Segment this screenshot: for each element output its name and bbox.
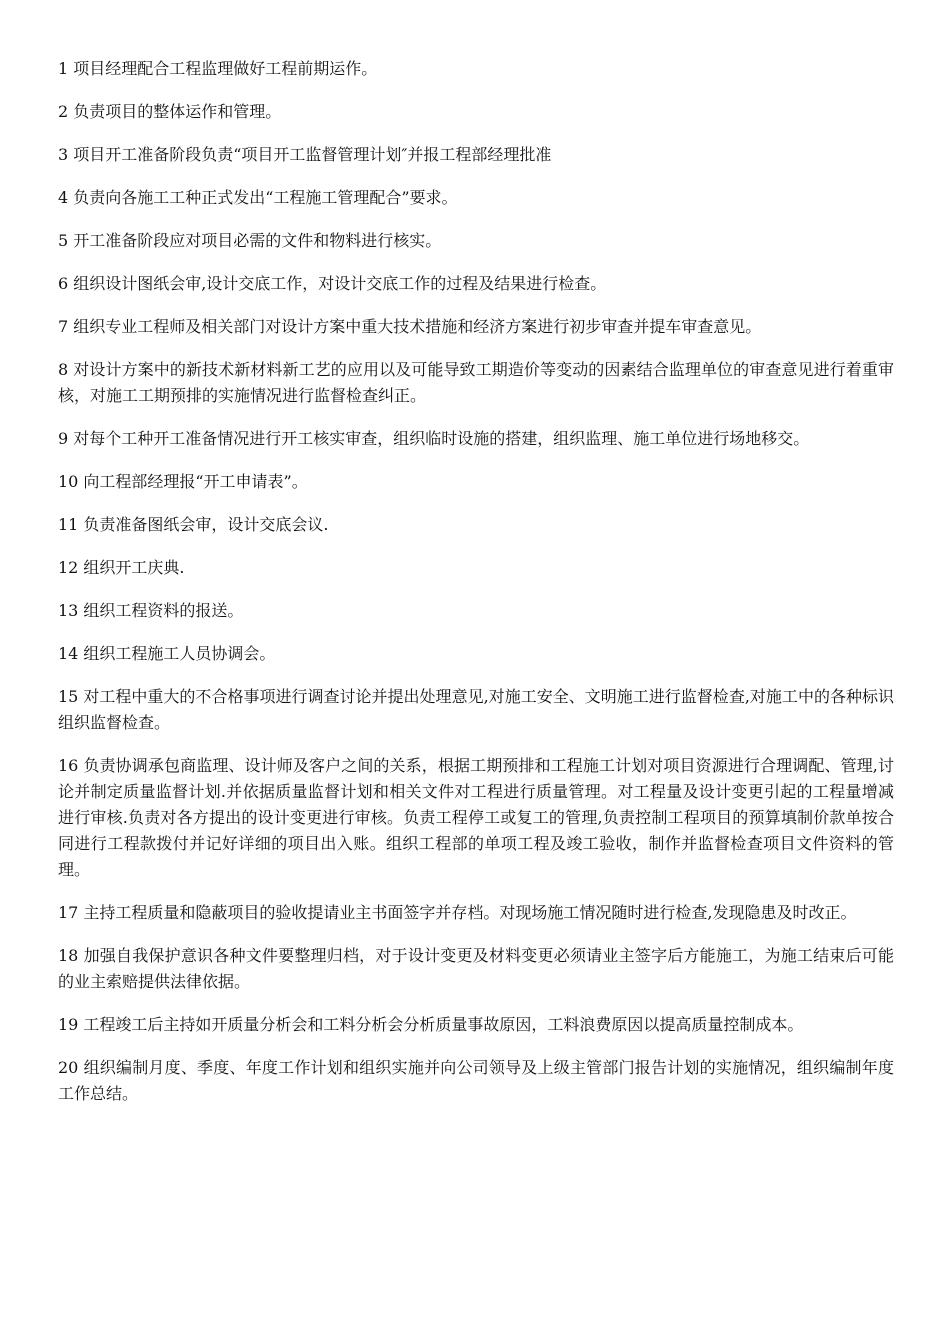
item-text: 对设计方案中的新技术新材料新工艺的应用以及可能导致工期造价等变动的因素结合监理单位的审查意见进行着重审核，对施工工期预排的实施情况进行监督检查纠正。 bbox=[58, 360, 894, 405]
item-text: 组织工程资料的报送。 bbox=[83, 601, 244, 620]
item-text: 向工程部经理报“开工申请表”。 bbox=[83, 472, 308, 491]
list-item bbox=[58, 142, 894, 168]
item-number: 3 bbox=[58, 145, 69, 164]
list-item bbox=[58, 99, 894, 125]
list-item bbox=[58, 314, 894, 340]
item-text: 项目经理配合工程监理做好工程前期运作。 bbox=[73, 59, 378, 78]
item-number: 8 bbox=[58, 360, 69, 379]
list-item bbox=[58, 426, 894, 452]
list-item bbox=[58, 512, 894, 538]
item-text: 开工准备阶段应对项目必需的文件和物料进行核实。 bbox=[73, 231, 442, 250]
item-text: 负责向各施工工种正式发出“工程施工管理配合”要求。 bbox=[73, 188, 458, 207]
item-number: 5 bbox=[58, 231, 69, 250]
item-number: 9 bbox=[58, 429, 69, 448]
item-number: 13 bbox=[58, 601, 79, 620]
list-item bbox=[58, 555, 894, 581]
list-item bbox=[58, 185, 894, 211]
item-text: 对工程中重大的不合格事项进行调查讨论并提出处理意见,对施工安全、文明施工进行监督检查,对施工中的各种标识组织监督检查。 bbox=[58, 687, 894, 732]
item-text: 项目开工准备阶段负责“项目开工监督管理计划″并报工程部经理批准 bbox=[73, 145, 552, 164]
list-item bbox=[58, 598, 894, 624]
list-item bbox=[58, 228, 894, 254]
item-number: 12 bbox=[58, 558, 79, 577]
item-text: 组织编制月度、季度、年度工作计划和组织实施并向公司领导及上级主管部门报告计划的实施情况，组织编制年度工作总结。 bbox=[58, 1058, 894, 1103]
list-item bbox=[58, 271, 894, 297]
item-number: 1 bbox=[58, 59, 69, 78]
list-item bbox=[58, 357, 894, 409]
list-item bbox=[58, 900, 894, 926]
item-number: 17 bbox=[58, 903, 79, 922]
list-item bbox=[58, 469, 894, 495]
list-item bbox=[58, 943, 894, 995]
item-text: 组织专业工程师及相关部门对设计方案中重大技术措施和经济方案进行初步审查并提车审查意见。 bbox=[73, 317, 762, 336]
item-text: 工程竣工后主持如开质量分析会和工料分析会分析质量事故原因，工料浪费原因以提高质量控制成本。 bbox=[83, 1015, 804, 1034]
item-number: 14 bbox=[58, 644, 79, 663]
item-number: 16 bbox=[58, 756, 79, 775]
item-text: 负责协调承包商监理、设计师及客户之间的关系，根据工期预排和工程施工计划对项目资源进行合理调配、管理,讨论并制定质量监督计划.并依据质量监督计划和相关文件对工程进行质量管理。对工程量及设计变更引起的工程量增减进行审核.负责对各方提出的设计变更进行审核。负责工程停工或复工的管理,负责控制工程项目的预算填制价款单按合同进行工程款拨付并记好详细的项目出入账。组织工程部的单项工程及竣工验收，制作并监督检查项目文件资料的管理。 bbox=[58, 756, 894, 879]
item-number: 19 bbox=[58, 1015, 79, 1034]
item-number: 2 bbox=[58, 102, 69, 121]
list-item bbox=[58, 753, 894, 883]
item-number: 15 bbox=[58, 687, 79, 706]
list-item bbox=[58, 56, 894, 82]
document-page bbox=[58, 56, 894, 1124]
list-item bbox=[58, 1012, 894, 1038]
item-number: 7 bbox=[58, 317, 69, 336]
item-number: 4 bbox=[58, 188, 69, 207]
item-text: 组织开工庆典. bbox=[83, 558, 185, 577]
item-text: 组织设计图纸会审,设计交底工作，对设计交底工作的过程及结果进行检查。 bbox=[73, 274, 607, 293]
item-number: 18 bbox=[58, 946, 79, 965]
list-item bbox=[58, 1055, 894, 1107]
list-item bbox=[58, 684, 894, 736]
item-number: 6 bbox=[58, 274, 69, 293]
item-text: 负责准备图纸会审，设计交底会议. bbox=[83, 515, 329, 534]
item-text: 对每个工种开工准备情况进行开工核实审查，组织临时设施的搭建，组织监理、施工单位进行场地移交。 bbox=[73, 429, 810, 448]
item-number: 10 bbox=[58, 472, 79, 491]
list-item bbox=[58, 641, 894, 667]
item-text: 主持工程质量和隐蔽项目的验收提请业主书面签字并存档。对现场施工情况随时进行检查,发现隐患及时改正。 bbox=[83, 903, 857, 922]
item-number: 11 bbox=[58, 515, 79, 534]
item-text: 加强自我保护意识各种文件要整理归档，对于设计变更及材料变更必须请业主签字后方能施工，为施工结束后可能的业主索赔提供法律依据。 bbox=[58, 946, 894, 991]
item-text: 组织工程施工人员协调会。 bbox=[83, 644, 276, 663]
item-text: 负责项目的整体运作和管理。 bbox=[73, 102, 282, 121]
item-number: 20 bbox=[58, 1058, 79, 1077]
